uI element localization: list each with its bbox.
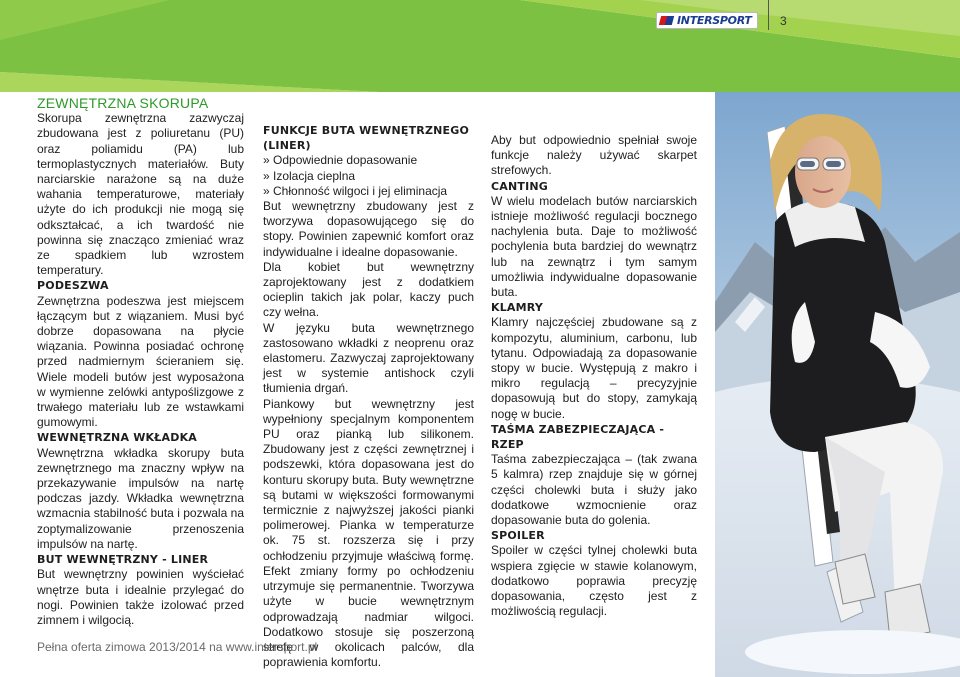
spoiler-text: Spoiler w części tylnej cholewki buta wspiera zgięcie w stawie kolanowym, dodatkowo poprawia precyzję dopasowania, często jest z możliwością regulacji. [491,543,697,619]
footer-text: Pełna oferta zimowa 2013/2014 na www.intersport.pl [37,640,318,654]
column-3 [491,133,697,620]
liner-text: But wewnętrzny powinien wyściełać wnętrze buta i idealnie przylegać do nogi. Powinien także izolować przed zimnem i wilgocią. [37,567,244,627]
heading-wkladka: WEWNĘTRZNA WKŁADKA [37,431,198,445]
liner-paragraph-2: Dla kobiet but wewnętrzny zaprojektowany jest z dodatkiem ocieplin takich jak polar, kaczy puch czy wełna. [263,259,474,320]
funkcje-item: » Odpowiednie dopasowanie [263,153,418,168]
intersport-logo [656,12,758,29]
funkcje-item: » Chłonność wilgoci i jej eliminacja [263,183,448,198]
heading-spoiler: SPOILER [491,529,545,543]
skarpety-text: Aby but odpowiednio spełniał swoje funkcje należy używać skarpet strefowych. [491,133,697,178]
column-1 [37,96,244,628]
heading-tasma: TAŚMA ZABEZPIECZAJĄCA - RZEP [491,422,665,452]
logo-text: INTERSPORT [677,14,752,27]
section-title-skorupa: ZEWNĘTRZNA SKORUPA [37,95,209,111]
heading-canting: CANTING [491,179,549,193]
liner-paragraph-4: Piankowy but wewnętrzny jest wypełniony specjalnym komponentem PU oraz pianką lub silikonem. Zbudowany jest z części zewnętrznej i podszewki, która dopasowana jest do konturu skorupy buta. Buty wewnętrzne są butami w większości formowanymi termicznie z najwyższej jakości pianki polimerowej. Pianka w temperaturze ok. 75 st. rozszerza się i przy ochłodzeniu przyjmuje właściwą formę. Efekt zmiany formy po ochłodzeniu utrzymuje się permanentnie. Tworzywa użyte w bucie wewnętrznym odprowadzają nadmiar wilgoci. Dodatkowo stosuje się poszerzoną strefę w okolicach palców, dla poprawienia komfortu. [263,396,474,670]
skier-photo [715,92,960,677]
klamry-text: Klamry najczęściej zbudowane są z kompozytu, aluminium, carbonu, lub tytanu. Odpowiadają za dopasowanie stopy w bucie. Występują z makro i mikro regulacją – precyzyjnie dopasowują but do stopy, zamykają nogę w bucie. [491,315,697,421]
tasma-text: Taśma zabezpieczająca – (tak zwana 5 kalmra) rzep znajduje się w górnej części cholewki buta i służy jako dodatkowe wzmocnienie oraz dopasowanie buta do golenia. [491,452,697,528]
heading-podeszwa: PODESZWA [37,279,109,293]
liner-paragraph-3: W języku buta wewnętrznego zastosowano wkładki z neoprenu oraz elastomeru. Zazwyczaj zaprojektowany jest w systemie antishock czyli tłumienia drgań. [263,320,474,396]
funkcje-item: » Izolacja cieplna [263,168,356,183]
canting-text: W wielu modelach butów narciarskich istnieje możliwość regulacji bocznego nachylenia buta. Daje to możliwość pochylenia buta bardziej do wewnątrz lub na zewnątrz i tym samym umożliwia indywidualne dopasowanie buta. [491,193,697,300]
podeszwa-text: Zewnętrzna podeszwa jest miejscem łączącym but z wiązaniem. Musi być dobrze dopasowana na płycie wiązania. Powinna posiadać ochronę przed nadmiernym ścieraniem się. Wiele modeli butów jest wyposażona w wymienne zelówki antypoślizgowe z trwałego materiału lub ze wstawkami gumowymi. [37,293,244,430]
intersport-mark-icon [660,15,675,26]
header-divider [768,0,769,30]
heading-funkcje: FUNKCJE BUTA WEWNĘTRZNEGO (LINER) [263,124,470,153]
heading-klamry: KLAMRY [491,301,544,315]
column-2 [263,123,474,670]
wkladka-text: Wewnętrzna wkładka skorupy buta zewnętrznego ma znaczny wpływ na przekazywanie impulsów na nartę podczas jazdy. Wkładka wewnętrzna wzmacnia stabilność buta i pozwala na zoptymalizowanie przenoszenia impulsów na nartę. [37,445,244,551]
page-number: 3 [780,14,787,28]
skorupa-text: Skorupa zewnętrzna zazwyczaj zbudowana jest z poliuretanu (PU) oraz poliamidu (PA) lub termoplastycznych materiałów. Buty narciarskie narażone są na duże wahania temperaturowe, materiały użyte do ich produkcji nie mogą się odkształcać, a ich twardość nie powinna się znacząco zmieniać wraz ze spadkiem lub wzrostem temperatury. [37,111,244,278]
heading-liner: BUT WEWNĘTRZNY - LINER [37,553,209,567]
liner-paragraph-1: But wewnętrzny zbudowany jest z tworzywa dopasowującego się do stopy. Powinien zapewnić komfort oraz indywidualne i idealne dopasowanie. [263,199,474,259]
header-band [0,0,960,92]
